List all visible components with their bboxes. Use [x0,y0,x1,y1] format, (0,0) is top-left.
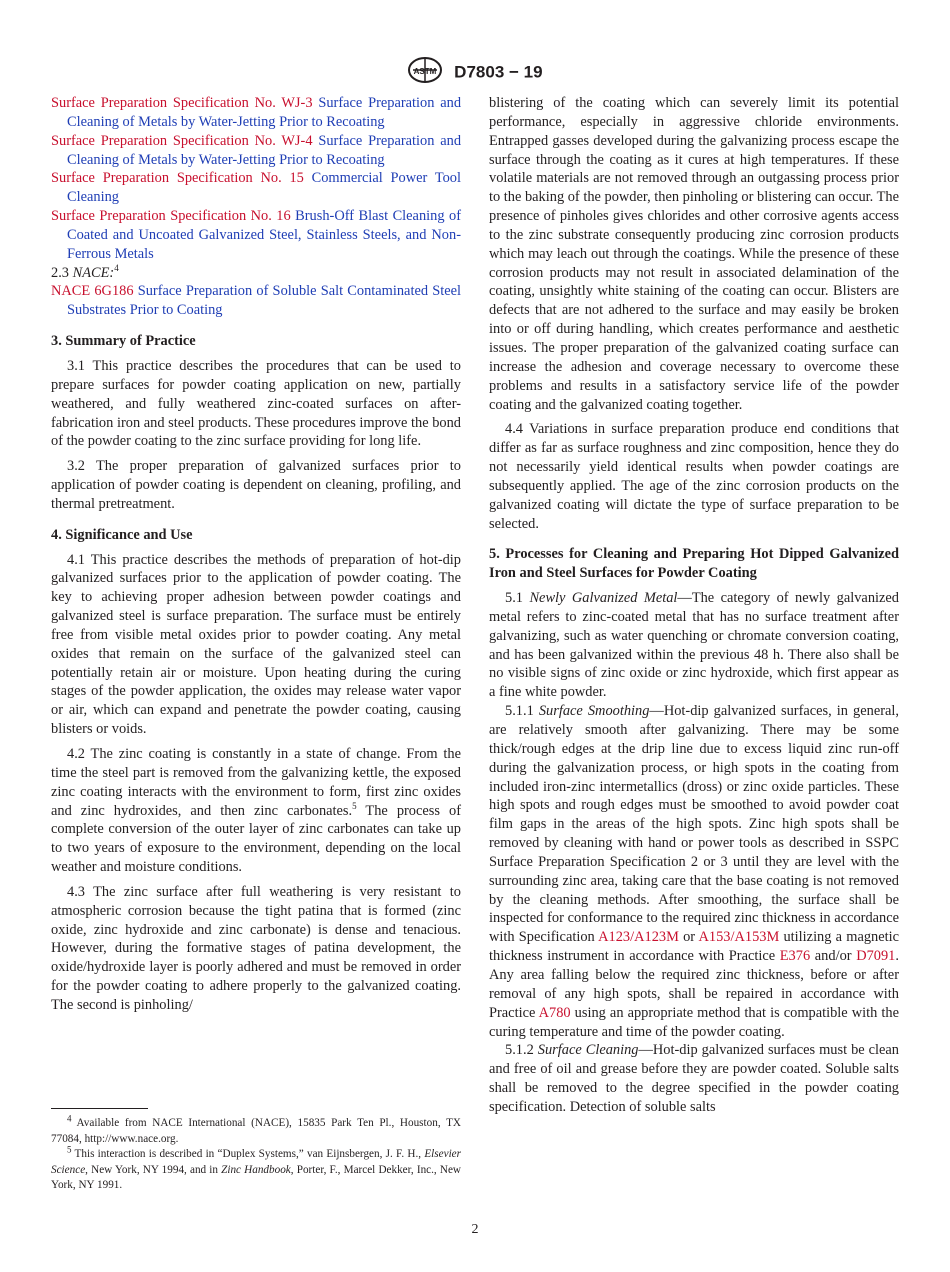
paragraph: 4.3 The zinc surface after full weathering is very resistant to atmospheric corrosion because the tight patina that is formed (zinc oxide, zinc hydroxide and zinc carbonate) is dense and tenacious. However, during the formative stages of patina development, the oxide/hydroxide layer is poorly adhered and must be removed in order for the powder coating to adhere properly to the galvanized coating. The second is pinholing/ [51,883,461,1013]
reference-title-link[interactable]: Brush-Off Blast Cleaning of Coated and Uncoated Galvanized Steel, Stainless Steels, and Non-Ferrous Metals [67,208,461,262]
astm-logo-icon [407,56,443,89]
svg-text:ASTM: ASTM [414,67,437,76]
reference-link[interactable]: Surface Preparation Specification No. 15 [51,170,304,187]
reference-item [51,282,461,320]
paragraph: 4.2 The zinc coating is constantly in a state of change. From the time the steel part is removed from the galvanizing kettle, the exposed zinc coating interacts with the environment to form, first zinc oxides and zinc hydroxides, and then zinc carbonates.$^5$ The process of complete conversion of the outer layer of zinc carbonates can take up to two years of exposure to the environment, depending on the local weather and moisture conditions. [51,746,461,876]
footnote: $^5$ This interaction is described in “Duplex Systems,” van Eijnsbergen, J. F. H., Elsevier Science, New York, NY 1994, and in Zinc Handbook, Porter, F., Marcel Dekker, Inc., New York, NY 1991. [51,1144,462,1191]
standard-link[interactable]: A780 [538,1004,571,1021]
paragraph: 4.1 This practice describes the methods of preparation of hot-dip galvanized surfaces prior to the application of powder coating. The key to achieving proper adhesion between powder coatings and galvanized steel is surface preparation. The surface must be entirely free from visible metal oxides prior to powder coating. Any metal oxides that remain on the surface of the galvanized steel can potentially retain air or moisture. Upon heating during the curing stages of the powder application, the oxides may release water vapor or air, which can expand and penetrate the powder coating, causing blisters or voids. [51,551,461,738]
standard-link[interactable]: A123/A123M [598,929,679,946]
left-column [51,94,461,1021]
reference-link[interactable]: NACE 6G186 [51,283,134,300]
reference-item [51,94,461,132]
reference-item [51,207,461,264]
paragraph: 5.1.2 Surface Cleaning—Hot-dip galvanized surfaces must be clean and free of oil and grease before they are powder coated. Soluble salts shall be removed to the degree specified in the powder coating specification. Detection of soluble salts [489,1042,899,1115]
reference-title-link[interactable]: Surface Preparation and Cleaning of Metals by Water-Jetting Prior to Recoating [67,95,462,130]
paragraph: 5.1 Newly Galvanized Metal—The category of newly galvanized metal refers to zinc-coated metal that has no surface treatment after galvanizing, such as water quenching or chromate conversion coating, and has been galvanized within the previous 48 h. There also shall be no visible signs of zinc oxide or zinc hydroxide, which first appear as a fine white powder. [489,590,899,701]
footnote-divider [51,1108,148,1109]
reference-link[interactable]: Surface Preparation Specification No. WJ-4 [51,132,313,149]
standard-link[interactable]: A153/A153M [698,929,780,946]
paragraph: 5.1.1 Surface Smoothing—Hot-dip galvanized surfaces, in general, are relatively smooth after galvanizing. There may be some thick/rough edges at the drip line due to excess liquid zinc run-off during the galvanization process, or high spots in the coating from included iron-zinc intermetallics (dross) or zinc oxide particles. These high spots and rough edges must be smoothed to avoid powder coat film gaps in the areas of the high spots. Zinc high spots shall be removed by cleaning with hand or power tools as described in SSPC Surface Preparation Specification 2 or 3 until they are level with the surrounding zinc area, taking care that the base coating is not removed by the cleaning methods. After smoothing, the surface shall be inspected for conformance to the required zinc thickness in accordance with Specification A123/A123M or A153/A153M utilizing a magnetic thickness instrument in accordance with Practice E376 and/or D7091. Any area falling below the required zinc thickness, before or after removal of any high spots, shall be repaired in accordance with Practice A780 using an appropriate method that is compatible with the curing temperature and time of the powder coating. [489,703,899,1040]
footnotes [51,1113,462,1194]
paragraph: 3.1 This practice describes the procedures that can be used to prepare surfaces for powder coating application on new, partially weathered, and fully weathered zinc-coated surfaces on after-fabrication iron and steel products. These procedures improve the bond of the powder coating to the zinc surface providing for long life. [51,357,461,450]
paragraph: blistering of the coating which can severely limit its potential performance, especially in aggressive chloride environments. Entrapped gasses developed during the galvanizing process escape the surface through the coating as it cures at high temperatures. If these volatile materials are not removed through an outgassing process prior to the baking of the powder, then pinholing or blistering can occur. The presence of pinholes gives chlorides and other corrosive agents access to the zinc substrate consequently producing zinc corrosion products which may leach out through the coatings. While the presence of these corrosion products may not result in associated delamination of the coating, unsightly white staining of the coating can occur. Blisters are defects that are not adhered to the surface and may easily be broken into or off during handling, which creates performance and aesthetic issues. The proper preparation of the galvanized coating surface can increase the adhesion and coverage necessary to overcome these problems and results in a satisfactory service life of the powder coating and the galvanized coating together. [489,95,899,413]
document-designation: D7803 − 19 [454,62,543,82]
page-header [0,56,950,89]
footnote: $^4$ Available from NACE International (NACE), 15835 Park Ten Pl., Houston, TX 77084, http://www.nace.org. [51,1113,461,1145]
reference-link[interactable]: Surface Preparation Specification No. 16 [51,208,291,225]
section-heading: 5. Processes for Cleaning and Preparing Hot Dipped Galvanized Iron and Steel Surfaces for Powder Coating [489,546,899,582]
reference-link[interactable]: Surface Preparation Specification No. WJ-3 [51,95,313,111]
reference-item [51,169,461,207]
section-heading: 4. Significance and Use [51,526,193,543]
right-column [489,94,899,1117]
paragraph: 4.4 Variations in surface preparation produce end conditions that differ as far as surface roughness and zinc composition, hence they do not necessarily yield identical results when powder coatings are subsequently applied. The age of the zinc corrosion products on the galvanized coating will dictate the type of surface preparation to be selected. [489,421,899,532]
paragraph: 3.2 The proper preparation of galvanized surfaces prior to application of powder coating is dependent on cleaning, profiling, and thermal pretreatment. [51,458,461,512]
reference-title-link[interactable]: Surface Preparation of Soluble Salt Contaminated Steel Substrates Prior to Coating [67,283,461,319]
reference-title-link[interactable]: Commercial Power Tool Cleaning [67,170,461,206]
reference-item [51,132,461,170]
standard-link[interactable]: D7091 [856,948,896,965]
nace-heading: 2.3 NACE:$^4$ [51,262,119,281]
standard-link[interactable]: E376 [779,948,811,965]
reference-title-link[interactable]: Surface Preparation and Cleaning of Metals by Water-Jetting Prior to Recoating [67,132,462,168]
section-heading: 3. Summary of Practice [51,333,196,350]
page-number: 2 [471,1222,479,1237]
